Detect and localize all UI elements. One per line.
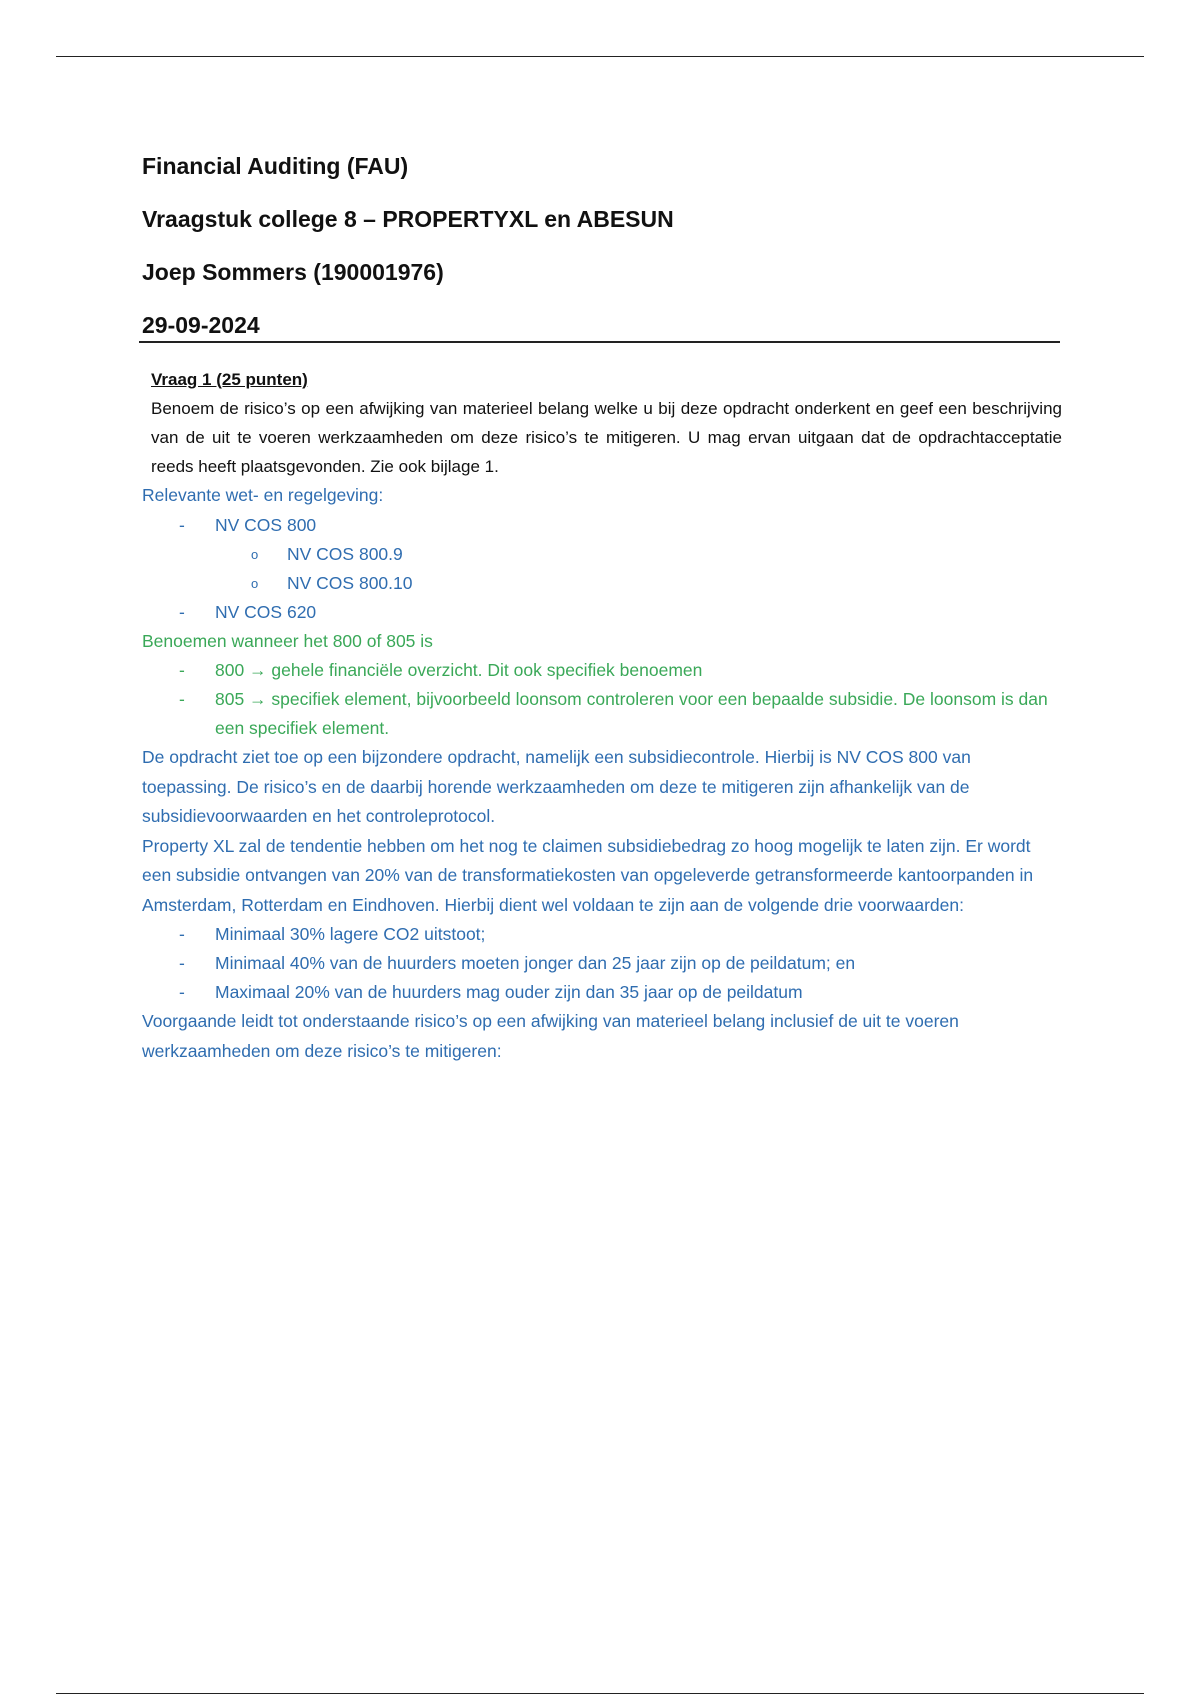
question-title: Vraag 1 (25 punten) (151, 370, 308, 389)
document-date: 29-09-2024 (142, 312, 260, 338)
note-heading: Benoemen wanneer het 800 of 805 is (142, 630, 433, 651)
top-rule (56, 56, 1144, 57)
list-item: - NV COS 620 (179, 601, 317, 622)
assignment-title: Vraagstuk college 8 – PROPERTYXL en ABESUN (142, 206, 674, 232)
regulation-sublist (142, 540, 1062, 598)
list-item: - 805 → specifiek element, bijvoorbeeld loonsom controleren voor een bepaalde subsidie. De loonsom is dan een specifiek element. (179, 689, 1048, 738)
list-item: - Minimaal 40% van de huurders moeten jonger dan 25 jaar zijn op de peildatum; en (179, 953, 856, 973)
list-item: o NV COS 800.10 (251, 572, 413, 593)
answer-paragraph-1: De opdracht ziet toe op een bijzondere opdracht, namelijk een subsidiecontrole. Hierbij is NV COS 800 van toepassing. De risico’s en de daarbij horende werkzaamheden om deze te mitigeren zijn afhankelijk van de subsidievoorwaarden en het controleprotocol. (142, 747, 971, 826)
question-block (151, 366, 1062, 481)
answer-paragraph-3: Voorgaande leidt tot onderstaande risico’s op een afwijking van materieel belang inclusief de uit te voeren werkzaamheden om deze risico’s te mitigeren: (142, 1011, 959, 1061)
question-text: Benoem de risico’s op een afwijking van materieel belang welke u bij deze opdracht onderkent en geef een beschrijving van de uit te voeren werkzaamheden om deze risico’s te mitigeren. U mag ervan uitgaan dat de opdrachtacceptatie reeds heeft plaatsgevonden. Zie ook bijlage 1. (151, 399, 1062, 476)
note-list (142, 656, 1062, 743)
conditions-list (142, 920, 1062, 1007)
course-title: Financial Auditing (FAU) (142, 153, 409, 179)
regulation-list-continued (142, 598, 1062, 627)
bottom-rule (56, 1693, 1144, 1694)
list-item: - NV COS 800 (179, 514, 317, 535)
header-rule (139, 341, 1060, 343)
answer-paragraph-2: Property XL zal de tendentie hebben om het nog te claimen subsidiebedrag zo hoog mogelijk te laten zijn. Er wordt een subsidie ontvangen van 20% van de transformatiekosten van opgeleverde getransformeerde kantoorpanden in Amsterdam, Rotterdam en Eindhoven. Hierbij dient wel voldaan te zijn aan de volgende drie voorwaarden: (142, 835, 1034, 915)
list-item: - Maximaal 20% van de huurders mag ouder zijn dan 35 jaar op de peildatum (179, 982, 803, 1002)
list-item: o NV COS 800.9 (251, 543, 403, 564)
list-item: - Minimaal 30% lagere CO2 uitstoot; (179, 924, 486, 944)
document-body (142, 366, 1062, 1066)
document-header (142, 140, 1062, 352)
regulation-list (142, 511, 1062, 540)
regulation-heading: Relevante wet- en regelgeving: (142, 485, 384, 505)
list-item: - 800 → gehele financiële overzicht. Dit ook specifiek benoemen (179, 660, 703, 680)
student-name: Joep Sommers (190001976) (142, 259, 444, 285)
